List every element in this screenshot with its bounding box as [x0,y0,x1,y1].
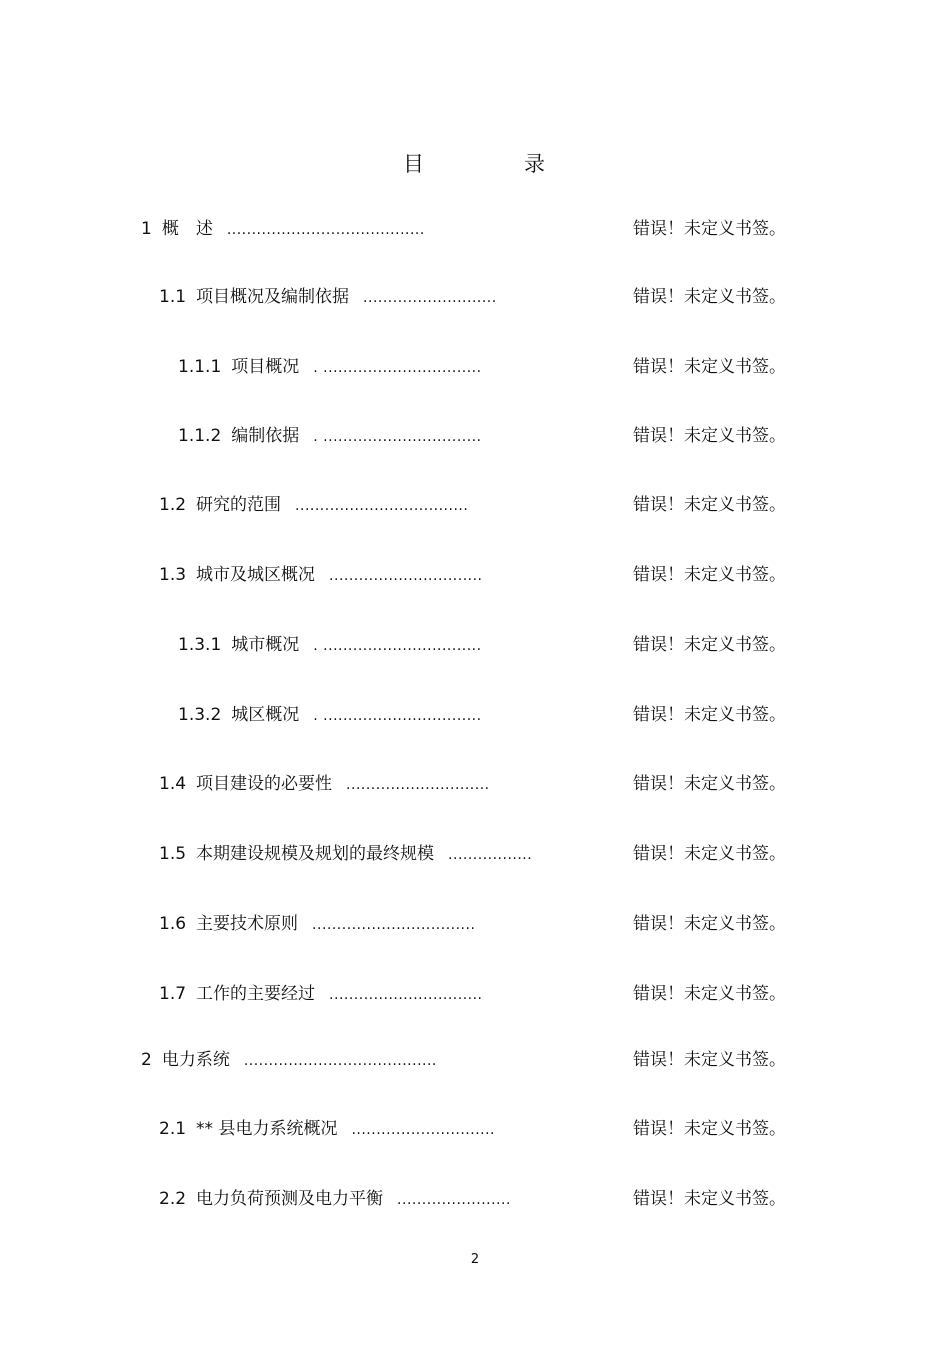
toc-page-ref: 错误！未定义书签。 [633,844,786,864]
toc-entry-number: 1.6 [159,914,187,934]
toc-entry-2-1[interactable] [159,1116,495,1142]
toc-entry-label: 概 述 [161,219,213,239]
toc-leader-dots: . ................................ [313,638,482,654]
toc-leader-dots: . ................................ [313,360,482,376]
toc-entry-label: 项目概况 [231,357,300,377]
toc-leader-dots: ....................................... [243,1053,437,1069]
toc-entry-number: 1.3 [159,565,187,585]
toc-leader-dots: ................. [448,847,533,863]
toc-entry-2[interactable] [141,1047,437,1073]
toc-page-ref: 错误！未定义书签。 [633,914,786,934]
toc-page-ref: 错误！未定义书签。 [633,1050,786,1070]
title-char-2: 录 [524,152,545,176]
toc-page-ref: 错误！未定义书签。 [633,357,786,377]
toc-entry-label: 工作的主要经过 [196,984,316,1004]
toc-entry-1-3-2[interactable] [178,702,482,728]
toc-entry-number: 2.1 [159,1119,187,1139]
toc-entry-number: 1.1.1 [178,357,222,377]
toc-leader-dots: ............................. [351,1122,496,1138]
toc-page-ref: 错误！未定义书签。 [633,565,786,585]
toc-entry-2-2[interactable] [159,1186,511,1212]
toc-leader-dots: ........................... [363,290,497,306]
toc-entry-number: 1 [141,219,152,239]
toc-leader-dots: ................................... [295,498,469,514]
toc-entry-1-3[interactable] [159,562,483,588]
page-number: 2 [470,1252,480,1267]
toc-entry-label: 项目建设的必要性 [196,774,333,794]
toc-entry-label: 项目概况及编制依据 [196,287,350,307]
toc-entry-number: 1.2 [159,495,187,515]
toc-entry-number: 1.4 [159,774,187,794]
toc-entry-label: 城市概况 [231,635,300,655]
toc-entry-number: 2 [141,1050,152,1070]
toc-entry-label: 主要技术原则 [196,914,299,934]
toc-entry-number: 1.3.2 [178,705,222,725]
toc-leader-dots: ............................... [329,568,483,584]
toc-page-ref: 错误！未定义书签。 [633,287,786,307]
toc-entry-label: ** 县电力系统概况 [196,1119,338,1139]
toc-leader-dots: ............................. [346,777,490,793]
toc-entry-number: 2.2 [159,1189,187,1209]
toc-entry-number: 1.1 [159,287,187,307]
toc-entry-label: 本期建设规模及规划的最终规模 [196,844,435,864]
toc-leader-dots: ....................... [397,1192,511,1208]
toc-entry-1-5[interactable] [159,841,532,867]
toc-entry-1-4[interactable] [159,771,490,797]
toc-entry-number: 1.1.2 [178,426,222,446]
toc-entry-1-1-1[interactable] [178,354,482,380]
toc-entry-1[interactable] [141,216,425,242]
toc-leader-dots: ................................. [312,917,476,933]
toc-leader-dots: ........................................ [226,222,425,238]
toc-page-ref: 错误！未定义书签。 [633,426,786,446]
toc-page-ref: 错误！未定义书签。 [633,774,786,794]
toc-entry-1-7[interactable] [159,981,483,1007]
toc-page-ref: 错误！未定义书签。 [633,1189,786,1209]
toc-leader-dots: . ................................ [313,429,482,445]
toc-entry-1-3-1[interactable] [178,632,482,658]
toc-entry-number: 1.3.1 [178,635,222,655]
toc-leader-dots: . ................................ [313,708,482,724]
toc-entry-1-2[interactable] [159,492,468,518]
toc-entry-number: 1.7 [159,984,187,1004]
toc-entry-number: 1.5 [159,844,187,864]
toc-entry-label: 电力系统 [161,1050,230,1070]
toc-entry-label: 编制依据 [231,426,300,446]
toc-page-ref: 错误！未定义书签。 [633,495,786,515]
title-char-1: 目 [403,152,424,176]
toc-entry-label: 研究的范围 [196,495,282,515]
toc-page-ref: 错误！未定义书签。 [633,635,786,655]
toc-entry-label: 电力负荷预测及电力平衡 [196,1189,384,1209]
toc-entry-label: 城区概况 [231,705,300,725]
toc-entry-1-1[interactable] [159,284,497,310]
toc-entry-1-1-2[interactable] [178,423,482,449]
toc-entry-1-6[interactable] [159,911,475,937]
toc-page-ref: 错误！未定义书签。 [633,219,786,239]
toc-page-ref: 错误！未定义书签。 [633,705,786,725]
toc-leader-dots: ............................... [329,987,483,1003]
toc-entry-label: 城市及城区概况 [196,565,316,585]
toc-page-ref: 错误！未定义书签。 [633,1119,786,1139]
toc-page-ref: 错误！未定义书签。 [633,984,786,1004]
